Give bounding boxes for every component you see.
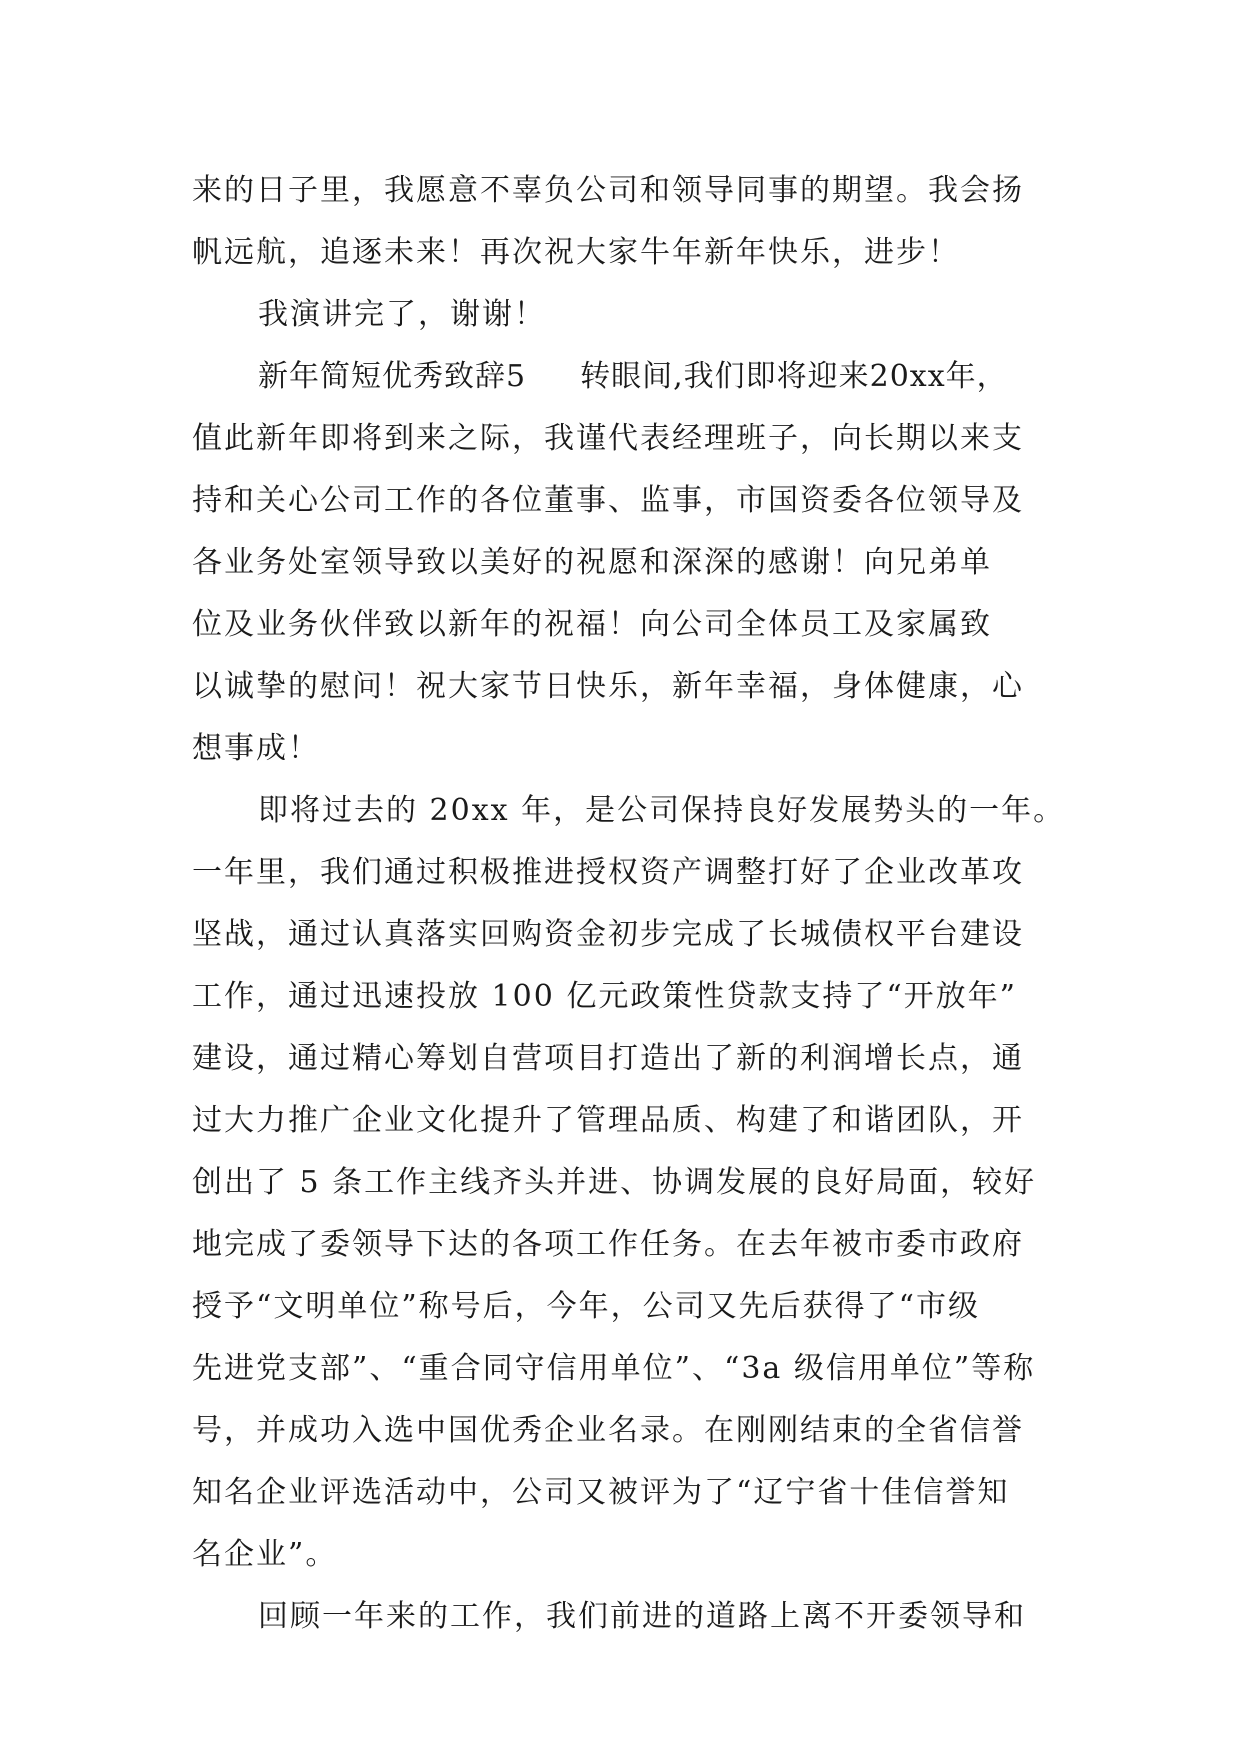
text-line: 以诚挚的慰问！祝大家节日快乐，新年幸福，身体健康，心 bbox=[192, 669, 1024, 704]
section-title: 新年简短优秀致辞5 bbox=[258, 359, 527, 394]
text-line: 持和关心公司工作的各位董事、监事，市国资委各位领导及 bbox=[192, 483, 1024, 518]
text-line: 我演讲完了，谢谢！ bbox=[258, 297, 546, 332]
section-heading-line bbox=[192, 346, 1052, 408]
text-line: 号，并成功入选中国优秀企业名录。在刚刚结束的全省信誉 bbox=[192, 1413, 1024, 1448]
body-text bbox=[192, 160, 1066, 1648]
text-line: 建设，通过精心筹划自营项目打造出了新的利润增长点，通 bbox=[192, 1041, 1024, 1076]
text-line: 回顾一年来的工作，我们前进的道路上离不开委领导和 bbox=[258, 1599, 1026, 1634]
text-line: 工作，通过迅速投放 100 亿元政策性贷款支持了“开放年” bbox=[192, 979, 1018, 1014]
text-line: 先进党支部”、“重合同守信用单位”、“3a 级信用单位”等称 bbox=[192, 1351, 1036, 1386]
text-line: 想事成！ bbox=[192, 731, 320, 766]
text-line: 即将过去的 20xx 年，是公司保持良好发展势头的一年。 bbox=[258, 793, 1066, 828]
text-line: 来的日子里，我愿意不辜负公司和领导同事的期望。我会扬 bbox=[192, 173, 1024, 208]
text-line: 名企业”。 bbox=[192, 1537, 338, 1572]
text-line: 一年里，我们通过积极推进授权资产调整打好了企业改革攻 bbox=[192, 855, 1024, 890]
text-line: 各业务处室领导致以美好的祝愿和深深的感谢！向兄弟单 bbox=[192, 545, 992, 580]
text-line: 知名企业评选活动中，公司又被评为了“辽宁省十佳信誉知 bbox=[192, 1475, 1010, 1510]
section-first-sentence: 转眼间,我们即将迎来20xx年， bbox=[580, 359, 1008, 394]
text-line: 地完成了委领导下达的各项工作任务。在去年被市委市政府 bbox=[192, 1227, 1024, 1262]
text-line: 帆远航，追逐未来！再次祝大家牛年新年快乐，进步！ bbox=[192, 235, 960, 270]
text-line: 过大力推广企业文化提升了管理品质、构建了和谐团队，开 bbox=[192, 1103, 1024, 1138]
text-line: 创出了 5 条工作主线齐头并进、协调发展的良好局面，较好 bbox=[192, 1165, 1037, 1200]
text-line: 位及业务伙伴致以新年的祝福！向公司全体员工及家属致 bbox=[192, 607, 992, 642]
text-line: 授予“文明单位”称号后，今年，公司又先后获得了“市级 bbox=[192, 1289, 981, 1324]
text-line: 值此新年即将到来之际，我谨代表经理班子，向长期以来支 bbox=[192, 421, 1024, 456]
text-line: 坚战，通过认真落实回购资金初步完成了长城债权平台建设 bbox=[192, 917, 1024, 952]
